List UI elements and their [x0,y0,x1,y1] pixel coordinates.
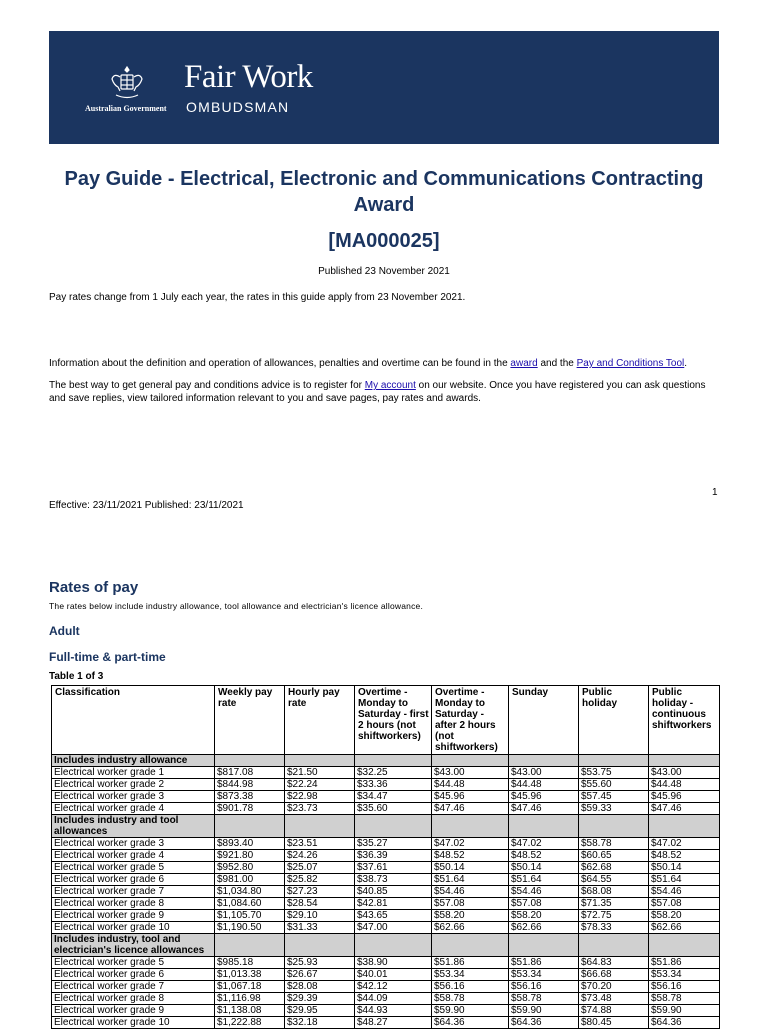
section-filler-cell [215,815,285,838]
section-filler-cell [509,815,579,838]
rate-cell: $32.25 [355,767,432,779]
rate-cell: $54.46 [649,886,720,898]
section-filler-cell [432,755,509,767]
rate-cell: $66.68 [579,969,649,981]
rate-cell: $55.60 [579,779,649,791]
section-filler-cell [285,815,355,838]
rate-cell: $51.64 [649,874,720,886]
rate-cell: $31.33 [285,922,355,934]
rate-cell: $23.73 [285,803,355,815]
classification-cell: Electrical worker grade 8 [52,898,215,910]
rate-cell: $45.96 [432,791,509,803]
rate-cell: $45.96 [509,791,579,803]
rate-cell: $57.08 [432,898,509,910]
rate-cell: $62.66 [649,922,720,934]
rates-of-pay-heading: Rates of pay [49,579,139,596]
table-row [52,993,720,1005]
rate-cell: $35.60 [355,803,432,815]
classification-cell: Electrical worker grade 9 [52,910,215,922]
rate-cell: $71.35 [579,898,649,910]
section-filler-cell [215,934,285,957]
rate-cell: $29.10 [285,910,355,922]
rates-note: The rates below include industry allowance, tool allowance and electrician's licence allowance. [49,601,424,611]
rate-cell: $44.93 [355,1005,432,1017]
section-title: Includes industry, tool and electrician's licence allowances [52,934,215,957]
classification-cell: Electrical worker grade 1 [52,767,215,779]
rate-cell: $48.52 [432,850,509,862]
rate-cell: $873.38 [215,791,285,803]
rate-cell: $43.00 [649,767,720,779]
rate-cell: $57.45 [579,791,649,803]
rate-cell: $37.61 [355,862,432,874]
rate-cell: $72.75 [579,910,649,922]
section-filler-cell [285,934,355,957]
table-row [52,898,720,910]
rate-cell: $58.78 [579,838,649,850]
rate-cell: $921.80 [215,850,285,862]
column-header: Public holiday [579,686,649,755]
rate-cell: $80.45 [579,1017,649,1029]
adult-heading: Adult [49,624,80,638]
rate-cell: $1,222.88 [215,1017,285,1029]
section-filler-cell [579,755,649,767]
rate-cell: $51.86 [432,957,509,969]
rate-cell: $47.00 [355,922,432,934]
rate-cell: $25.07 [285,862,355,874]
rate-cell: $51.64 [432,874,509,886]
rate-cell: $70.20 [579,981,649,993]
rate-cell: $22.24 [285,779,355,791]
rate-cell: $901.78 [215,803,285,815]
rate-cell: $51.86 [509,957,579,969]
rate-cell: $56.16 [509,981,579,993]
rates-change-note: Pay rates change from 1 July each year, the rates in this guide apply from 23 November 2021. [49,292,466,303]
column-header: Weekly pay rate [215,686,285,755]
rate-cell: $59.90 [649,1005,720,1017]
rate-cell: $57.08 [509,898,579,910]
table-row [52,981,720,993]
rate-cell: $34.47 [355,791,432,803]
column-header: Classification [52,686,215,755]
table-row [52,874,720,886]
section-filler-cell [355,815,432,838]
classification-cell: Electrical worker grade 5 [52,862,215,874]
advice-paragraph [49,379,719,405]
rate-cell: $58.78 [649,993,720,1005]
rate-cell: $53.75 [579,767,649,779]
rate-cell: $44.48 [509,779,579,791]
rate-cell: $981.00 [215,874,285,886]
table-row [52,767,720,779]
award-code: [MA000025] [328,230,440,252]
rate-cell: $47.02 [432,838,509,850]
column-header: Public holiday - continuous shiftworkers [649,686,720,755]
section-filler-cell [355,934,432,957]
rate-cell: $21.50 [285,767,355,779]
rate-cell: $817.08 [215,767,285,779]
rate-cell: $1,067.18 [215,981,285,993]
table-row [52,910,720,922]
rate-cell: $48.52 [509,850,579,862]
rate-cell: $42.81 [355,898,432,910]
rate-cell: $62.66 [432,922,509,934]
table-row [52,779,720,791]
classification-cell: Electrical worker grade 4 [52,850,215,862]
info-text-mid: and the [537,358,577,369]
fair-work-logo-text: Fair Work [184,59,313,95]
rate-cell: $25.82 [285,874,355,886]
rate-cell: $58.78 [509,993,579,1005]
rate-cell: $35.27 [355,838,432,850]
classification-cell: Electrical worker grade 2 [52,779,215,791]
classification-cell: Electrical worker grade 3 [52,838,215,850]
table-row [52,862,720,874]
rate-cell: $53.34 [509,969,579,981]
rate-cell: $40.85 [355,886,432,898]
classification-cell: Electrical worker grade 5 [52,957,215,969]
rate-cell: $22.98 [285,791,355,803]
table-row [52,1017,720,1029]
column-header: Hourly pay rate [285,686,355,755]
rate-cell: $38.90 [355,957,432,969]
rate-cell: $48.27 [355,1017,432,1029]
rate-cell: $952.80 [215,862,285,874]
table-row [52,850,720,862]
advice-text-prefix: The best way to get general pay and conditions advice is to register for [49,380,365,391]
rate-cell: $27.23 [285,886,355,898]
rate-cell: $44.48 [432,779,509,791]
table-row [52,886,720,898]
info-paragraph [49,357,719,370]
rate-cell: $893.40 [215,838,285,850]
section-title: Includes industry and tool allowances [52,815,215,838]
rate-cell: $68.08 [579,886,649,898]
rate-cell: $33.36 [355,779,432,791]
table-row [52,957,720,969]
my-account-link[interactable]: My account [364,380,416,391]
page-number: 1 [712,487,718,498]
rate-cell: $53.34 [432,969,509,981]
rate-cell: $59.33 [579,803,649,815]
rate-cell: $1,138.08 [215,1005,285,1017]
table-row [52,1005,720,1017]
award-link[interactable]: award [510,358,538,369]
rate-cell: $43.65 [355,910,432,922]
column-header: Overtime - Monday to Saturday - after 2 hours (not shiftworkers) [432,686,509,755]
section-filler-cell [649,755,720,767]
australian-government-label: Australian Government [85,104,167,113]
classification-cell: Electrical worker grade 4 [52,803,215,815]
section-filler-cell [649,815,720,838]
rate-cell: $38.73 [355,874,432,886]
section-filler-cell [285,755,355,767]
section-filler-cell [215,755,285,767]
section-filler-cell [432,934,509,957]
rate-cell: $43.00 [509,767,579,779]
section-filler-cell [355,755,432,767]
table-header-row [52,686,720,755]
advice-text-suffix: on our website. Once you have registered you can ask questions and save replies, view tailored information relevant to you and save pages, pay rates and awards. [49,380,706,404]
rate-cell: $1,034.80 [215,886,285,898]
page-title: Pay Guide - Electrical, Electronic and Communications Contracting Award [64,168,704,216]
rate-cell: $25.93 [285,957,355,969]
classification-cell: Electrical worker grade 6 [52,969,215,981]
pay-and-conditions-tool-link[interactable]: Pay and Conditions Tool [576,358,685,369]
rate-cell: $51.64 [509,874,579,886]
rate-cell: $23.51 [285,838,355,850]
rate-cell: $53.34 [649,969,720,981]
rate-cell: $73.48 [579,993,649,1005]
info-text-prefix: Information about the definition and operation of allowances, penalties and overtime can be found in the [49,358,511,369]
rate-cell: $45.96 [649,791,720,803]
rate-cell: $40.01 [355,969,432,981]
rate-cell: $1,013.38 [215,969,285,981]
rate-cell: $56.16 [649,981,720,993]
rate-cell: $62.68 [579,862,649,874]
section-filler-cell [509,934,579,957]
header-banner [49,31,719,144]
rate-cell: $64.55 [579,874,649,886]
table-row [52,969,720,981]
rate-cell: $24.26 [285,850,355,862]
classification-cell: Electrical worker grade 8 [52,993,215,1005]
table-row [52,838,720,850]
rate-cell: $50.14 [432,862,509,874]
rate-cell: $44.48 [649,779,720,791]
section-filler-cell [579,815,649,838]
table-row [52,803,720,815]
table-section-row [52,755,720,767]
rate-cell: $44.09 [355,993,432,1005]
rate-cell: $32.18 [285,1017,355,1029]
rate-cell: $59.90 [509,1005,579,1017]
rate-cell: $985.18 [215,957,285,969]
rate-cell: $56.16 [432,981,509,993]
table-section-row [52,934,720,957]
table-row [52,791,720,803]
rate-cell: $42.12 [355,981,432,993]
rate-cell: $36.39 [355,850,432,862]
column-header: Overtime - Monday to Saturday - first 2 hours (not shiftworkers) [355,686,432,755]
rate-cell: $28.08 [285,981,355,993]
classification-cell: Electrical worker grade 10 [52,922,215,934]
ombudsman-logo-text: OMBUDSMAN [186,99,290,115]
column-header: Sunday [509,686,579,755]
rate-cell: $47.46 [432,803,509,815]
classification-cell: Electrical worker grade 10 [52,1017,215,1029]
rate-cell: $1,084.60 [215,898,285,910]
classification-cell: Electrical worker grade 3 [52,791,215,803]
rate-cell: $1,190.50 [215,922,285,934]
rate-cell: $1,116.98 [215,993,285,1005]
rate-cell: $43.00 [432,767,509,779]
table-caption: Table 1 of 3 [49,671,104,682]
rate-cell: $60.65 [579,850,649,862]
rate-cell: $844.98 [215,779,285,791]
rate-cell: $47.02 [509,838,579,850]
pay-rates-table [51,685,720,1029]
rate-cell: $62.66 [509,922,579,934]
section-filler-cell [649,934,720,957]
table-row [52,922,720,934]
rate-cell: $47.02 [649,838,720,850]
rate-cell: $1,105.70 [215,910,285,922]
rate-cell: $58.78 [432,993,509,1005]
published-date: Published 23 November 2021 [318,266,450,277]
classification-cell: Electrical worker grade 7 [52,886,215,898]
rate-cell: $64.36 [649,1017,720,1029]
rate-cell: $29.39 [285,993,355,1005]
table-section-row [52,815,720,838]
rate-cell: $28.54 [285,898,355,910]
rate-cell: $51.86 [649,957,720,969]
rate-cell: $26.67 [285,969,355,981]
rate-cell: $58.20 [432,910,509,922]
rate-cell: $58.20 [509,910,579,922]
rate-cell: $50.14 [649,862,720,874]
rate-cell: $74.88 [579,1005,649,1017]
rate-cell: $47.46 [509,803,579,815]
classification-cell: Electrical worker grade 9 [52,1005,215,1017]
section-title: Includes industry allowance [52,755,215,767]
rate-cell: $57.08 [649,898,720,910]
rate-cell: $54.46 [432,886,509,898]
rate-cell: $58.20 [649,910,720,922]
rate-cell: $59.90 [432,1005,509,1017]
section-filler-cell [579,934,649,957]
rate-cell: $64.36 [432,1017,509,1029]
rate-cell: $47.46 [649,803,720,815]
rate-cell: $78.33 [579,922,649,934]
full-time-part-time-heading: Full-time & part-time [49,650,166,664]
section-filler-cell [509,755,579,767]
classification-cell: Electrical worker grade 7 [52,981,215,993]
rate-cell: $64.36 [509,1017,579,1029]
coat-of-arms-icon [107,63,147,103]
info-text-suffix: . [684,358,688,369]
classification-cell: Electrical worker grade 6 [52,874,215,886]
rate-cell: $54.46 [509,886,579,898]
rate-cell: $64.83 [579,957,649,969]
rate-cell: $50.14 [509,862,579,874]
section-filler-cell [432,815,509,838]
rate-cell: $29.95 [285,1005,355,1017]
rate-cell: $48.52 [649,850,720,862]
effective-published-footer: Effective: 23/11/2021 Published: 23/11/2021 [49,500,244,511]
